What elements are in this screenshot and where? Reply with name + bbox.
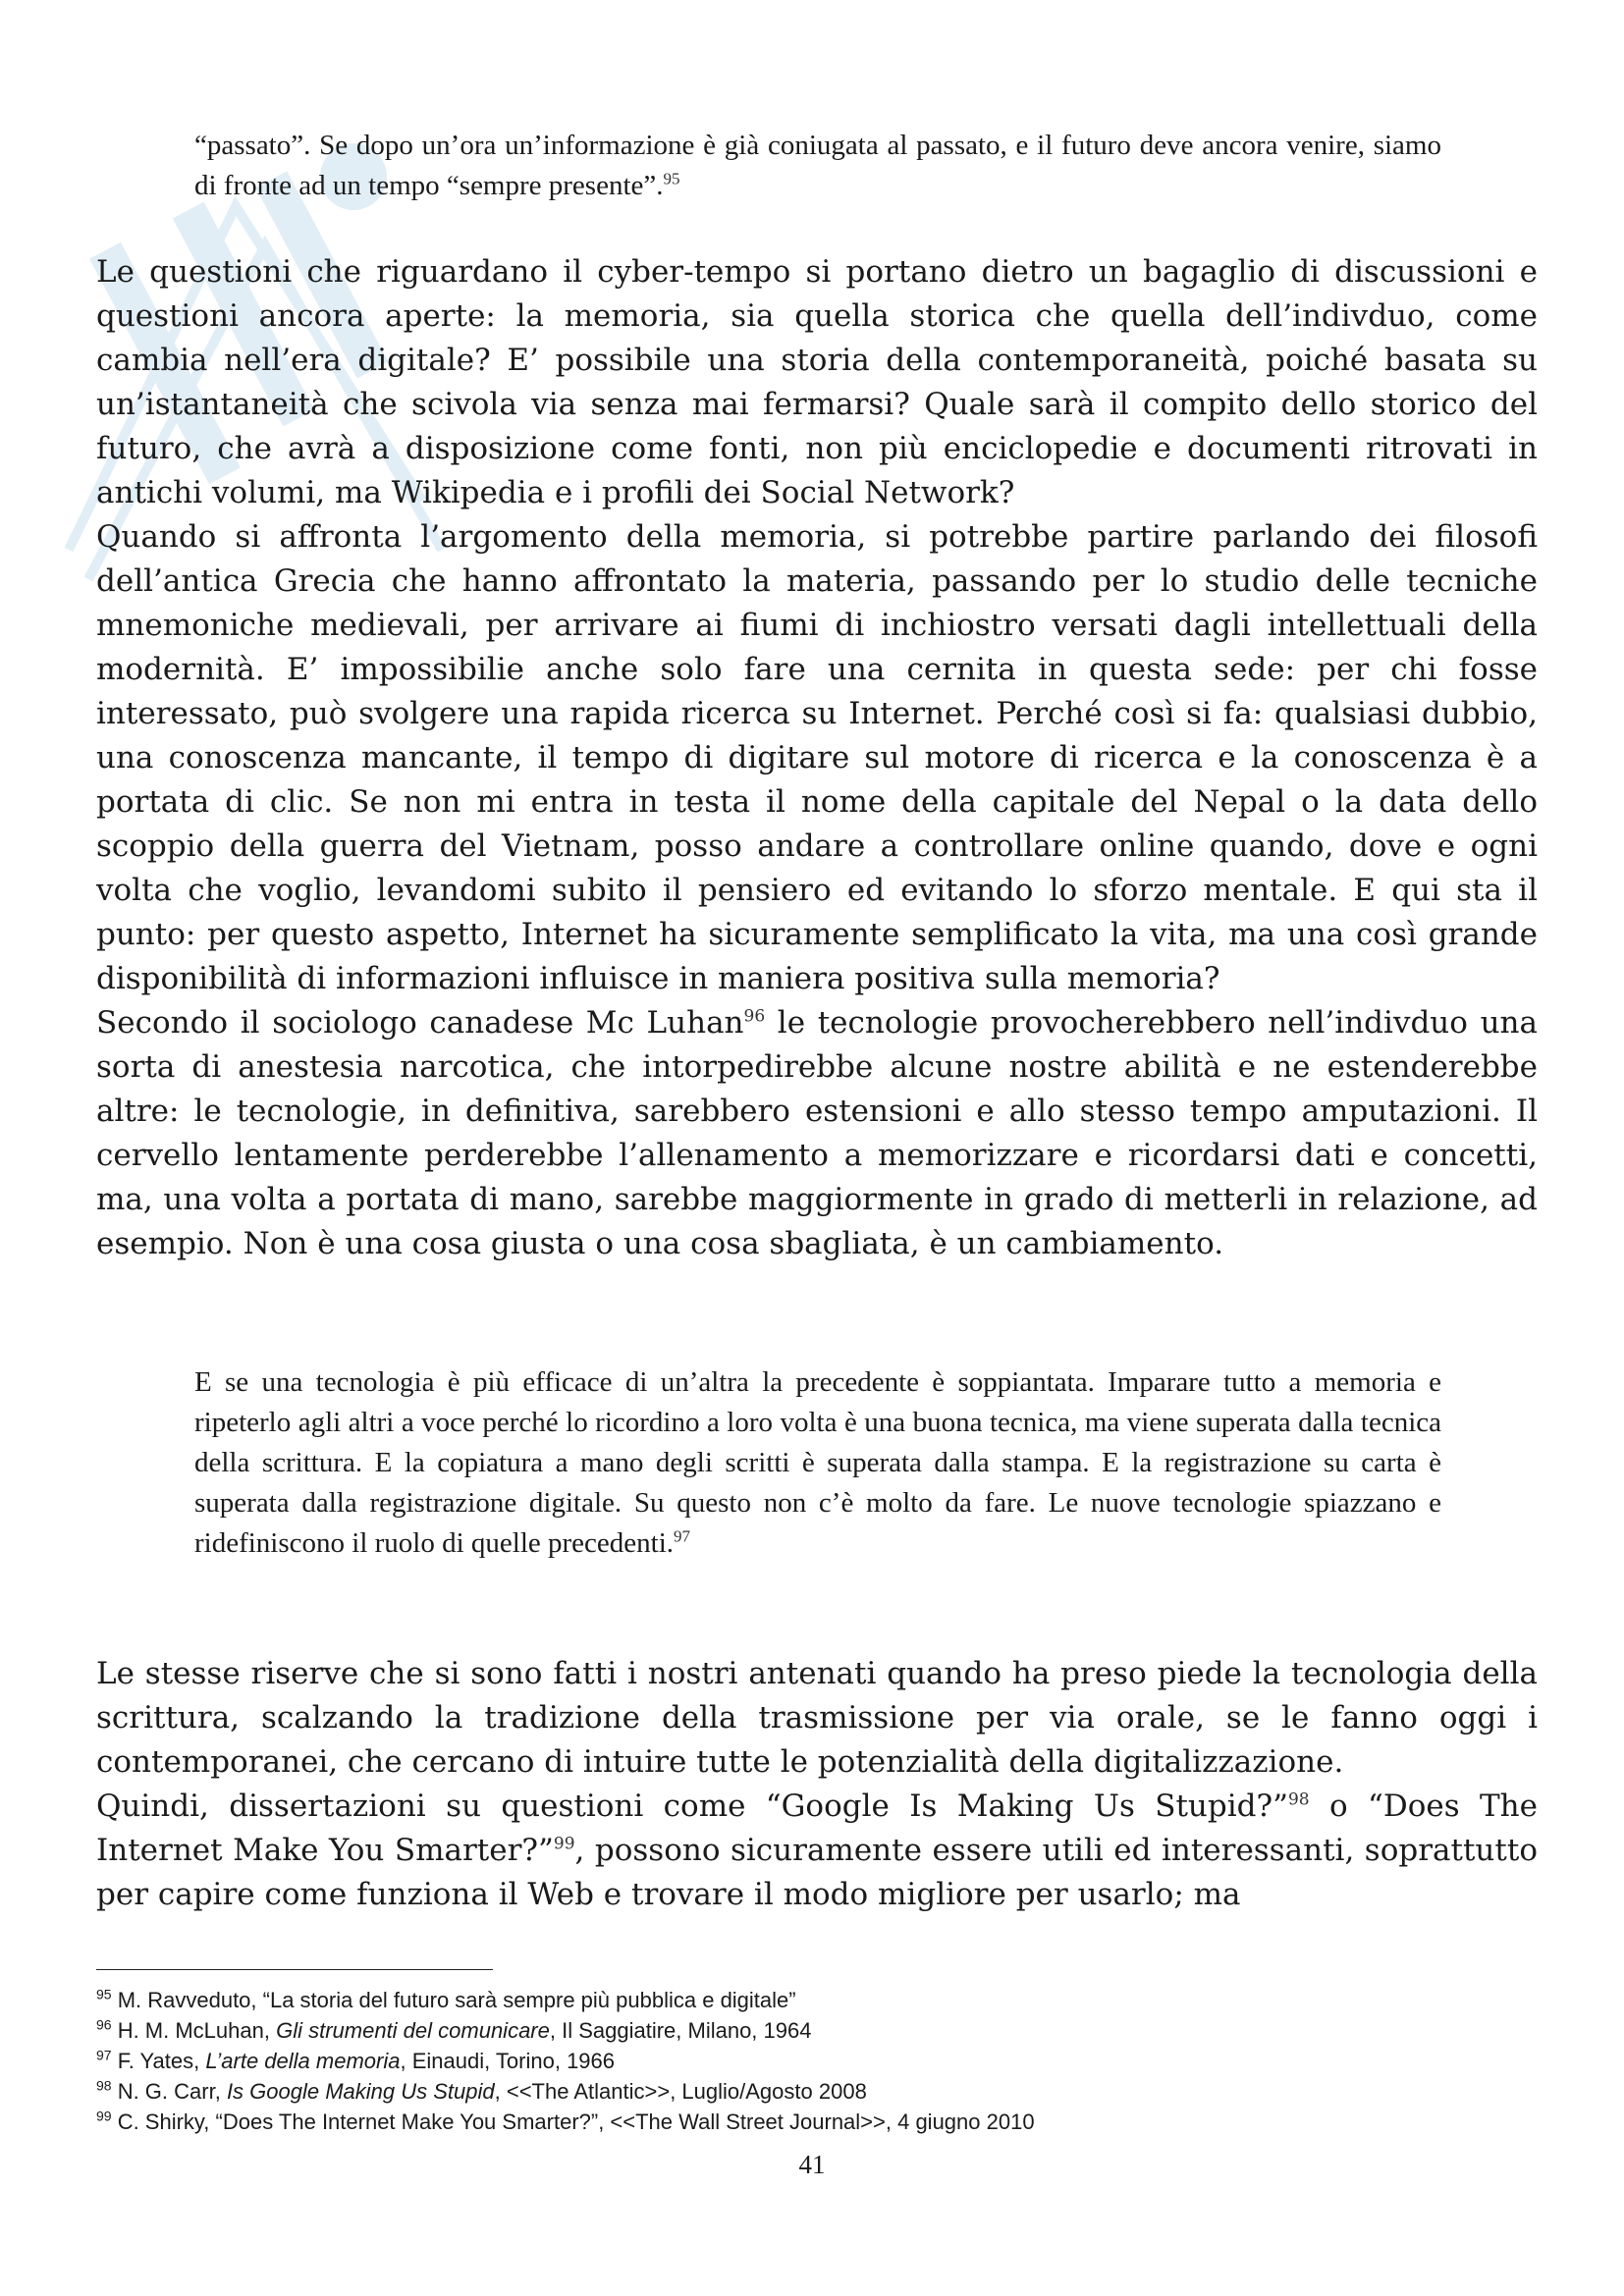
paragraph-1: Le questioni che riguardano il cyber-tempo si portano dietro un bagaglio di discussioni e questioni ancora aperte: la memoria, sia quella storica che quella dell’indivduo, come cambia nell’era digitale? E’ possibile una storia della contemporaneità, poiché basata su un’istantaneità che scivola via senza mai fermarsi? Quale sarà il compito dello storico del futuro, che avrà a disposizione come fonti, non più enciclopedie e documenti ritrovati in antichi volumi, ma Wikipedia e i profili dei Social Network? — [96, 254, 1538, 510]
paragraph-4: Le stesse riserve che si sono fatti i nostri antenati quando ha preso piede la tecnologia della scrittura, scalzando la tradizione della trasmissione per via orale, se le fanno oggi i contemporanei, che cercano di intuire tutte le potenzialità della digitalizzazione. — [96, 1656, 1538, 1780]
block-quote-top — [194, 126, 1441, 206]
footnotes — [96, 1985, 1373, 2137]
footnote-98: $^{98}$ N. G. Carr, Is Google Making Us Stupid, <<The Atlantic>>, Luglio/Agosto 2008 — [96, 2077, 867, 2104]
body-section-1 — [96, 250, 1538, 1266]
footnote-ref-98[interactable]: 98 — [1287, 1789, 1310, 1810]
footnote-ref-96[interactable]: 96 — [743, 1006, 766, 1027]
footnote-ref-99[interactable]: 99 — [553, 1834, 575, 1854]
paragraph-5: Quindi, dissertazioni su questioni come “Google Is Making Us Stupid?”$^{98}$ o “Does The Internet Make You Smarter?”$^{99}$, possono sicuramente essere utili ed interessanti, soprattutto per capire come funziona il Web e trovare il modo migliore per usarlo; ma — [96, 1789, 1538, 1912]
body-section-2 — [96, 1652, 1538, 1917]
footnote-ref-95[interactable]: 95 — [663, 169, 680, 188]
block-quote-text: “passato”. Se dopo un’ora un’informazione è già coniugata al passato, e il futuro deve ancora venire, siamo di fronte ad un tempo “sempre presente”.$^{95}$ — [194, 130, 1441, 201]
footnote-96: $^{96}$ H. M. McLuhan, Gli strumenti del comunicare, Il Saggiatire, Milano, 1964 — [96, 2016, 812, 2043]
page-number: 41 — [798, 2150, 826, 2179]
footnote-97: $^{97}$ F. Yates, L’arte della memoria, Einaudi, Torino, 1966 — [96, 2047, 616, 2073]
paragraph-3: Secondo il sociologo canadese Mc Luhan$^{96}$ le tecnologie provocherebbero nell’indivduo una sorta di anestesia narcotica, che intorpedirebbe alcune nostre abilità e ne estenderebbe altre: le tecnologie, in definitiva, sarebbero estensioni e allo stesso tempo amputazioni. Il cervello lentamente perderebbe l’allenamento a memorizzare e ricordarsi dati e concetti, ma, una volta a portata di mano, sarebbe maggiormente in grado di metterli in relazione, ad esempio. Non è una cosa giusta o una cosa sbagliata, è un cambiamento. — [96, 1005, 1538, 1261]
footnote-95: $^{95}$ M. Ravveduto, “La storia del futuro sarà sempre più pubblica e digitale” — [96, 1986, 796, 2012]
block-quote-text: E se una tecnologia è più efficace di un’altra la precedente è soppiantata. Imparare tutto a memoria e ripeterlo agli altri a voce perché lo ricordino a loro volta è una buona tecnica, ma viene superata dalla tecnica della scrittura. E la copiatura a mano degli scritti è superata dalla stampa. E la registrazione su carta è superata dalla registrazione digitale. Su questo non c’è molto da fare. Le nuove tecnologie spiazzano e ridefiniscono il ruolo di quelle precedenti.$^{97}$ — [194, 1366, 1441, 1559]
footnote-separator — [96, 1969, 493, 1970]
paragraph-2: Quando si affronta l’argomento della memoria, si potrebbe partire parlando dei filosofi dell’antica Grecia che hanno affrontato la materia, passando per lo studio delle tecniche mnemoniche medievali, per arrivare ai fiumi di inchiostro versati dagli intellettuali della modernità. E’ impossibilie anche solo fare una cernita in questa sede: per chi fosse interessato, può svolgere una rapida ricerca su Internet. Perché così si fa: qualsiasi dubbio, una conoscenza mancante, il tempo di digitare sul motore di ricerca e la conoscenza è a portata di clic. Se non mi entra in testa il nome della capitale del Nepal o la data dello scoppio della guerra del Vietnam, posso andare a controllare online quando, dove e ogni volta che voglio, levandomi subito il pensiero ed evitando lo sforzo mentale. E qui sta il punto: per questo aspetto, Internet ha sicuramente semplificato la vita, ma una così grande disponibilità di informazioni influisce in maniera positiva sulla memoria? — [96, 519, 1538, 996]
block-quote-mid — [194, 1362, 1441, 1564]
footnote-ref-97[interactable]: 97 — [674, 1526, 691, 1546]
footnote-99: $^{99}$ C. Shirky, “Does The Internet Make You Smarter?”, <<The Wall Street Journal>>, 4 giugno 2010 — [96, 2108, 1035, 2134]
